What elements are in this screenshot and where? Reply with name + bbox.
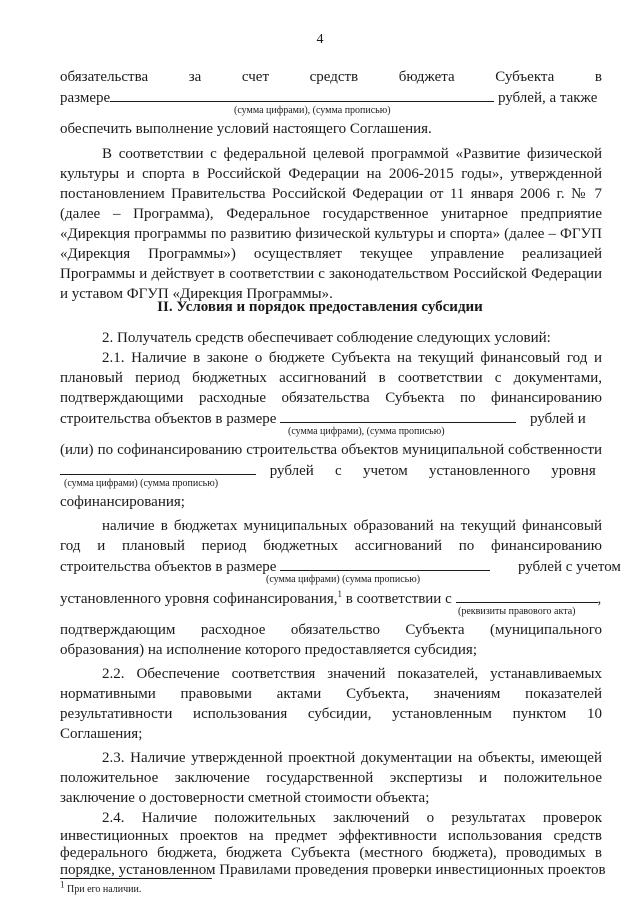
text-line: положительное заключение государственной экспертизы и положительное	[60, 770, 602, 786]
text-fragment: рублей и	[529, 411, 586, 427]
page-number: 4	[316, 32, 324, 47]
text-fragment: рублей с учетом	[517, 559, 621, 575]
text-line: софинансирования;	[60, 494, 185, 510]
text-line: «Дирекция Программы») осуществляет текущее управление реализацией	[60, 246, 602, 262]
text-line: 2.1. Наличие в законе о бюджете Субъекта на текущий финансовый год и	[102, 350, 602, 366]
text-line: подтверждающим расходное обязательство Субъекта (муниципального	[60, 622, 602, 638]
blank-field	[280, 556, 490, 571]
text-line: В соответствии с федеральной целевой программой «Развитие физической	[102, 146, 602, 162]
footnote-ref: 1	[337, 589, 342, 599]
text-fragment: рублей с учетом установленного уровня	[269, 463, 596, 479]
text-fragment: ,	[597, 591, 602, 607]
blank-field	[280, 408, 516, 423]
text-line: Программы и действует в соответствии с законодательством Российской Федерации	[60, 266, 602, 282]
section-heading: II. Условия и порядок предоставления субсидии	[157, 299, 483, 315]
text-line: 2.3. Наличие утвержденной проектной документации на объекты, имеющей	[102, 750, 602, 766]
blank-field	[456, 588, 598, 603]
text-fragment: строительства объектов в размере	[60, 559, 277, 575]
text-line: заключение о достоверности сметной стоимости объекта;	[60, 790, 430, 806]
text-line: образования) на исполнение которого предоставляется субсидия;	[60, 642, 477, 658]
text-line: результативности использования субсидии, установленным пунктом 10	[60, 706, 602, 722]
field-caption: (сумма цифрами), (сумма прописью)	[234, 105, 391, 116]
text-line: нормативными правовыми актами Субъекта, значениям показателей	[60, 686, 602, 702]
footnote	[60, 879, 142, 896]
field-caption: (сумма цифрами) (сумма прописью)	[266, 574, 421, 585]
text-line: и уставом ФГУП «Дирекция Программы».	[60, 286, 333, 302]
text-fragment: установленного уровня софинансирования,	[60, 591, 338, 607]
text-line: наличие в бюджетах муниципальных образований на текущий финансовый	[102, 518, 602, 534]
text-fragment: в соответствии с	[345, 591, 452, 607]
text-fragment: рублей, а также	[497, 90, 598, 106]
footnote-mark: 1	[60, 879, 65, 890]
text-line: порядке, установленном Правилами проведения проверки инвестиционных проектов	[60, 862, 606, 878]
text-line: постановлением Правительства Российской Федерации от 11 января 2006 г. № 7	[60, 186, 602, 202]
text-line: 2.2. Обеспечение соответствия значений показателей, устанавливаемых	[102, 666, 602, 682]
text-line: Соглашения;	[60, 726, 143, 742]
text-line: федерального бюджета, бюджета Субъекта (местного бюджета), проводимых в	[60, 845, 602, 861]
text-fragment: размере	[60, 90, 111, 106]
blank-field	[110, 87, 494, 102]
text-line: (далее – Программа), Федеральное государственное унитарное предприятие	[60, 206, 602, 222]
text-line: инвестиционных проектов на предмет эффективности использования средств	[60, 828, 602, 844]
text-line: 2.4. Наличие положительных заключений о результатах проверок	[102, 810, 602, 826]
blank-field	[60, 460, 256, 475]
text-line: (или) по софинансированию строительства объектов муниципальной собственности	[60, 442, 602, 458]
text-line: «Дирекция программы по развитию физической культуры и спорта» (далее – ФГУП	[60, 226, 602, 242]
text-line: год и плановый период бюджетных ассигнований по финансированию	[60, 538, 602, 554]
text-line: плановый период бюджетных ассигнований в соответствии с документами,	[60, 370, 602, 386]
text-line: обязательства за счет средств бюджета Субъекта в	[60, 69, 602, 85]
text-line: культуры и спорта в Российской Федерации на 2006-2015 годы», утвержденной	[60, 166, 602, 182]
field-caption: (сумма цифрами), (сумма прописью)	[288, 426, 445, 437]
field-caption: (сумма цифрами) (сумма прописью)	[64, 478, 219, 489]
field-caption: (реквизиты правового акта)	[458, 606, 576, 617]
text-line: обеспечить выполнение условий настоящего Соглашения.	[60, 121, 432, 137]
text-line: 2. Получатель средств обеспечивает соблюдение следующих условий:	[102, 330, 551, 346]
footnote-text: При его наличии.	[67, 884, 142, 895]
text-fragment: строительства объектов в размере	[60, 411, 277, 427]
text-line: подтверждающими расходные обязательства Субъекта по финансированию	[60, 390, 602, 406]
